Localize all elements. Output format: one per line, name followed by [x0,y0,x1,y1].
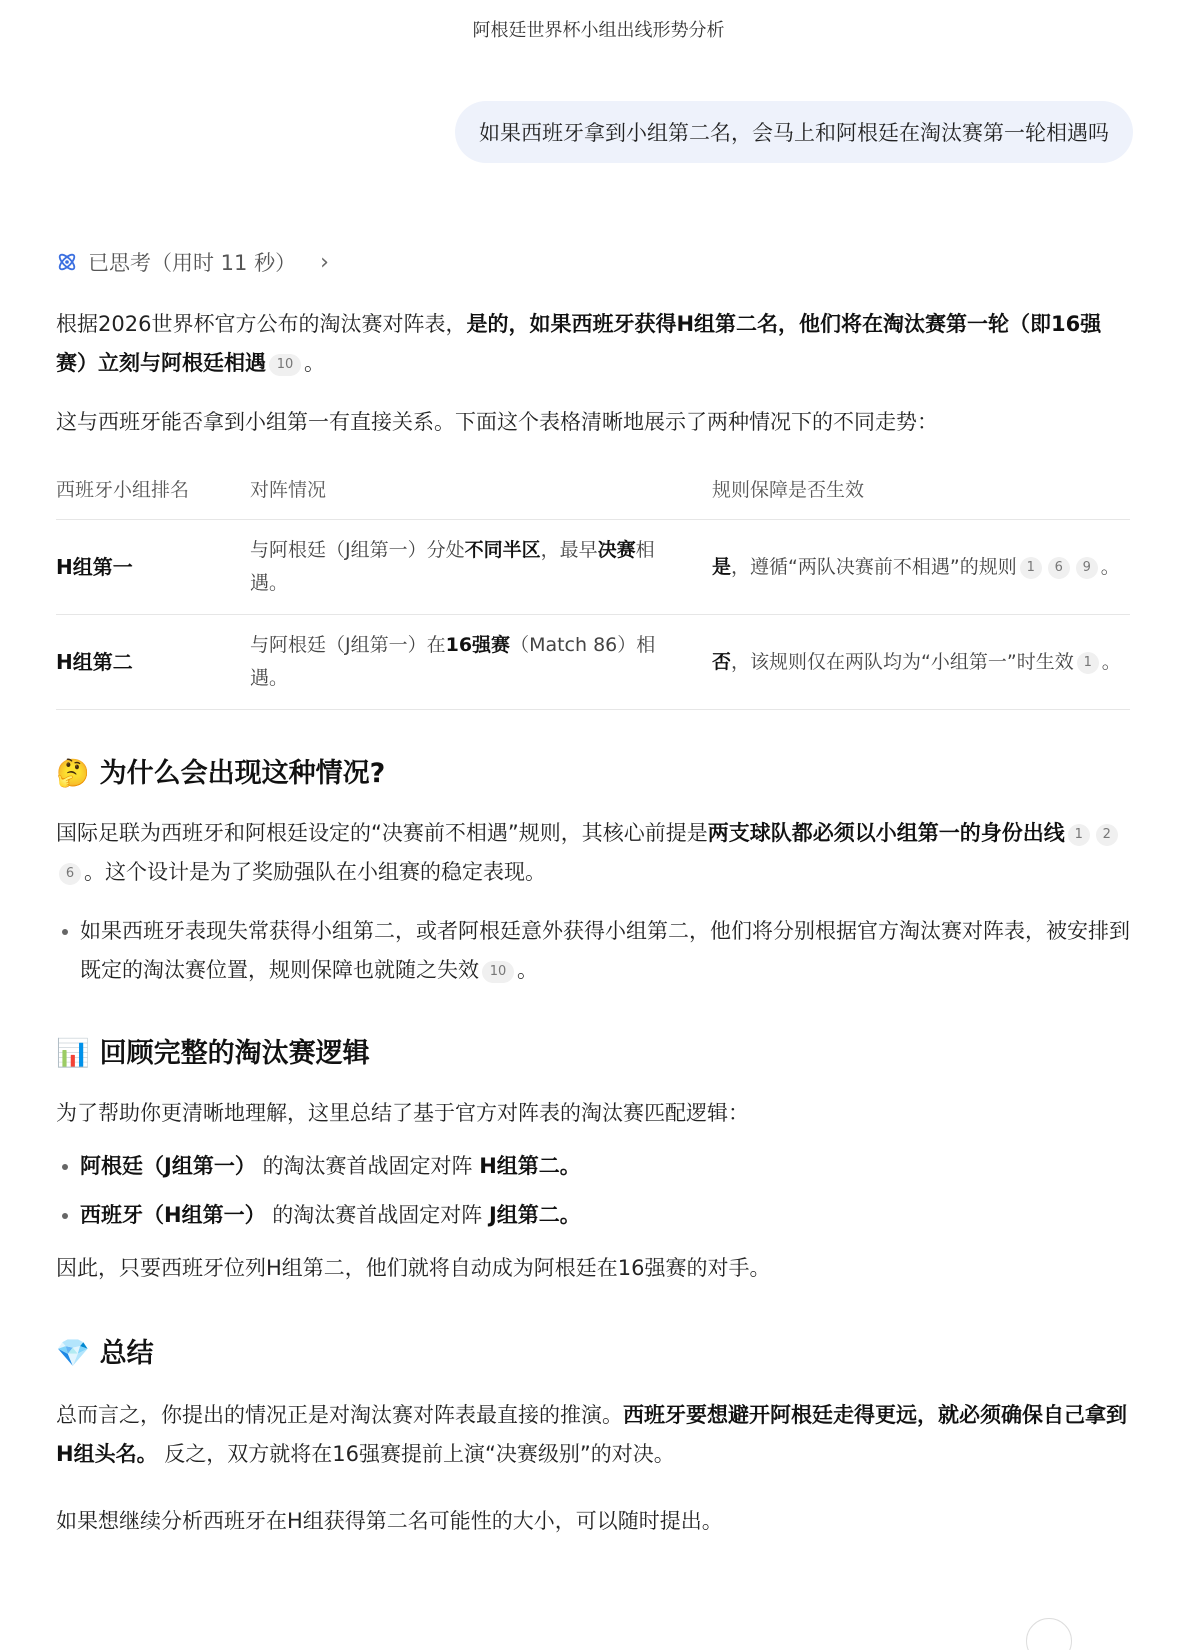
citation-badge[interactable]: 1 [1020,557,1042,579]
citation-badge[interactable]: 6 [59,863,81,885]
page-title: 阿根廷世界杯小组出线形势分析 [472,20,725,41]
section1-paragraph [56,814,1130,892]
list-item-bold: 西班牙（H组第一） [80,1203,266,1227]
bullet-list [56,912,1130,990]
para-text: 国际足联为西班牙和阿根廷设定的“决赛前不相遇”规则，其核心前提是 [56,821,708,845]
thinking-face-icon: 🤔 [56,758,90,789]
table-row [56,520,1130,615]
para-bold: 两支球队都必须以小组第一的身份出线 [707,821,1065,845]
comparison-table [56,468,1130,710]
list-item-bold: 阿根廷（J组第一） [80,1154,256,1178]
table-row [56,615,1130,710]
list-item [56,1196,1130,1235]
section-heading [56,1334,1130,1374]
table-cell-rule [712,615,1130,710]
gem-icon: 💎 [56,1338,90,1369]
section-heading [56,754,1130,794]
cell-bold: 决赛 [597,539,636,561]
table-header: 西班牙小组排名 [56,468,250,520]
list-item-text: 如果西班牙表现失常获得小组第二，或者阿根廷意外获得小组第二，他们将分别根据官方淘汰赛对阵表，被安排到既定的淘汰赛位置，规则保障也就随之失效 [80,919,1130,982]
cell-text: 相遇。 [250,539,655,594]
cell-text: 。 [1101,650,1121,673]
bar-chart-icon: 📊 [56,1038,90,1069]
atom-icon [56,251,78,273]
list-item [56,912,1130,990]
table-header-row [56,468,1130,520]
cell-bold: 是 [712,555,732,578]
assistant-response [56,305,1130,1541]
table-cell-rule [712,520,1130,615]
intro2-paragraph: 这与西班牙能否拿到小组第一有直接关系。下面这个表格清晰地展示了两种情况下的不同走势： [56,410,938,434]
para-text: 总而言之，你提出的情况正是对淘汰赛对阵表最直接的推演。 [56,1403,623,1427]
table-header: 规则保障是否生效 [712,468,1130,520]
cell-text: （Match 86）相遇。 [250,634,656,689]
scroll-to-bottom-button[interactable] [1026,1618,1072,1650]
intro-text: 根据2026世界杯官方公布的淘汰赛对阵表， [56,312,467,336]
list-item-bold: J组第二。 [488,1203,581,1227]
intro-bold: 是的，如果西班牙获得H组第二名，他们将在淘汰赛第一轮（即16强赛）立刻与阿根廷相遇 [56,312,1102,375]
para-text: 。这个设计是为了奖励强队在小组赛的稳定表现。 [84,860,546,884]
para-text: 反之，双方就将在16强赛提前上演“决赛级别”的对决。 [157,1442,675,1466]
citation-badge[interactable]: 10 [269,354,301,376]
citation-badge[interactable]: 6 [1048,557,1070,579]
cell-bold: 否 [712,650,732,673]
table-cell-rank: H组第二 [56,615,250,710]
table-header: 对阵情况 [250,468,712,520]
table-cell-matchup [250,520,712,615]
table-cell-rank: H组第一 [56,520,250,615]
thinking-toggle[interactable] [56,247,329,277]
citation-badge[interactable]: 10 [482,961,514,983]
summary-paragraph [56,1396,1130,1474]
list-item-text: 。 [517,958,538,982]
para-bold: 西班牙要想避开阿根廷走得更远，就必须确保自己拿到H组头名。 [56,1403,1127,1466]
citation-badge[interactable]: 1 [1068,824,1090,846]
citation-badge[interactable]: 9 [1076,557,1098,579]
list-item-text: 的淘汰赛首战固定对阵 [255,1154,480,1178]
cell-text: 与阿根廷（J组第一）分处 [250,539,465,561]
thinking-label: 已思考（用时 11 秒） [88,251,297,275]
section2-intro: 为了帮助你更清晰地理解，这里总结了基于官方对阵表的淘汰赛匹配逻辑： [56,1101,749,1125]
user-message-bubble: 如果西班牙拿到小组第二名，会马上和阿根廷在淘汰赛第一轮相遇吗 [455,101,1133,163]
cell-text: ，该规则仅在两队均为“小组第一”时生效 [731,650,1074,673]
cell-text: ，最早 [540,539,598,561]
section2-conclusion: 因此，只要西班牙位列H组第二，他们就将自动成为阿根廷在16强赛的对手。 [56,1256,771,1280]
citation-badge[interactable]: 2 [1096,824,1118,846]
cell-text: 与阿根廷（J组第一）在 [250,634,446,656]
table-cell-matchup [250,615,712,710]
section-title: 回顾完整的淘汰赛逻辑 [99,1038,370,1069]
chevron-right-icon: › [320,249,329,275]
intro-paragraph [56,305,1130,383]
cell-text: 。 [1100,555,1120,578]
bullet-list [56,1147,1130,1235]
followup-paragraph: 如果想继续分析西班牙在H组获得第二名可能性的大小，可以随时提出。 [56,1509,723,1533]
list-item [56,1147,1130,1186]
citation-badge[interactable]: 1 [1077,652,1099,674]
intro-end: 。 [304,351,325,375]
section-heading [56,1034,1130,1074]
list-item-text: 的淘汰赛首战固定对阵 [265,1203,489,1227]
cell-bold: 16强赛 [445,634,511,656]
cell-text: ，遵循“两队决赛前不相遇”的规则 [731,555,1017,578]
section-title: 总结 [99,1338,154,1369]
section-title: 为什么会出现这种情况? [99,758,386,789]
list-item-bold: H组第二。 [479,1154,581,1178]
cell-bold: 不同半区 [464,539,541,561]
